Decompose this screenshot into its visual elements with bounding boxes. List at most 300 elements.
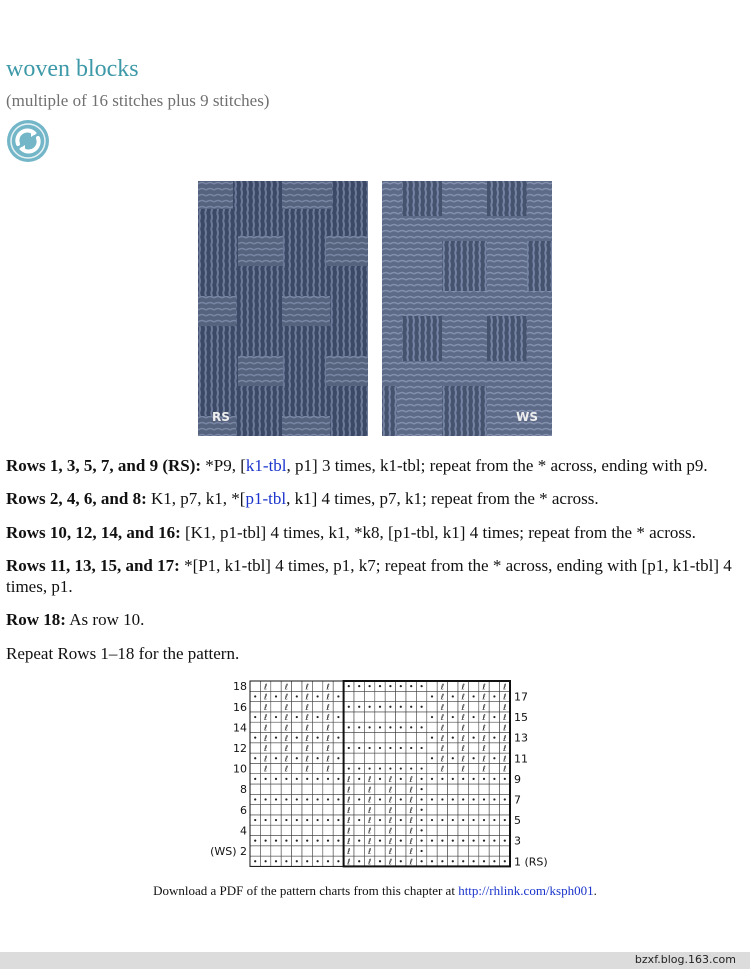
- twist-symbol: ℓ: [503, 682, 507, 692]
- purl-dot: [452, 716, 454, 718]
- twist-symbol: ℓ: [263, 754, 268, 764]
- twist-symbol: ℓ: [461, 692, 465, 702]
- purl-dot: [337, 757, 339, 759]
- twist-symbol: ℓ: [347, 836, 351, 846]
- purl-dot: [452, 737, 454, 739]
- row-label: Row 18:: [6, 610, 66, 629]
- chart-cell: [271, 846, 281, 856]
- row-number-right: 17: [514, 690, 528, 704]
- purl-dot: [473, 716, 475, 718]
- purl-dot: [358, 685, 360, 687]
- instruction-row-3: [6, 522, 746, 543]
- caption-end: .: [593, 883, 597, 898]
- twist-symbol: ℓ: [284, 723, 289, 733]
- chart-cell: [427, 846, 437, 856]
- twist-symbol: ℓ: [440, 754, 445, 764]
- row-text: [K1, p1-tbl] 4 times, k1, *k8, [p1-tbl, k1] 4 times; repeat from the * across.: [180, 523, 696, 542]
- chart-cell: [489, 702, 499, 712]
- twist-symbol: ℓ: [284, 764, 289, 774]
- purl-dot: [296, 860, 298, 862]
- purl-dot: [431, 695, 433, 697]
- chart-cell: [344, 733, 354, 743]
- chart-cell: [468, 763, 478, 773]
- chart-cell: [271, 743, 281, 753]
- twist-symbol: ℓ: [367, 775, 372, 784]
- chart-cell: [489, 743, 499, 753]
- purl-dot: [493, 737, 495, 739]
- chart-cell: [479, 825, 489, 835]
- twist-symbol: ℓ: [409, 816, 413, 826]
- twist-symbol: ℓ: [263, 764, 268, 774]
- chart-cell: [489, 763, 499, 773]
- purl-dot: [421, 850, 423, 852]
- purl-dot: [265, 840, 267, 842]
- chart-cell: [437, 805, 447, 815]
- row-number-right: 7: [514, 793, 521, 807]
- purl-dot: [421, 798, 423, 800]
- purl-dot: [358, 840, 360, 842]
- twist-symbol: ℓ: [284, 713, 289, 723]
- twist-symbol: ℓ: [503, 733, 507, 743]
- twist-symbol: ℓ: [440, 692, 445, 702]
- chart-cell: [250, 825, 260, 835]
- purl-dot: [327, 819, 329, 821]
- purl-dot: [493, 716, 495, 718]
- chart-cell: [323, 846, 333, 856]
- chart-cell: [448, 763, 458, 773]
- purl-dot: [473, 798, 475, 800]
- twist-symbol: ℓ: [440, 764, 445, 774]
- twist-symbol: ℓ: [367, 816, 372, 826]
- purl-dot: [275, 798, 277, 800]
- chart-cell: [292, 722, 302, 732]
- purl-dot: [379, 819, 381, 821]
- row-text: As row 10.: [65, 610, 145, 629]
- twist-symbol: ℓ: [305, 764, 309, 774]
- chart-cell: [271, 763, 281, 773]
- purl-dot: [473, 695, 475, 697]
- twist-symbol: ℓ: [326, 702, 330, 712]
- twist-symbol: ℓ: [305, 723, 309, 733]
- download-caption: [0, 883, 750, 899]
- twist-symbol: ℓ: [305, 692, 309, 702]
- chart-cell: [312, 681, 322, 691]
- row-number-left: 4: [240, 824, 247, 838]
- chart-cell: [333, 722, 343, 732]
- purl-dot: [306, 860, 308, 862]
- purl-dot: [400, 778, 402, 780]
- instruction-row-4: [6, 555, 746, 597]
- chart-cell: [250, 743, 260, 753]
- purl-dot: [431, 860, 433, 862]
- chart-cell: [375, 846, 385, 856]
- swap-arrows-icon[interactable]: [6, 119, 50, 163]
- row-text: , k1] 4 times, p7, k1; repeat from the * across.: [286, 489, 599, 508]
- row-number-left: 12: [233, 741, 247, 755]
- purl-dot: [473, 819, 475, 821]
- twist-symbol: ℓ: [284, 682, 289, 692]
- row-label: Rows 10, 12, 14, and 16:: [6, 523, 181, 542]
- chart-cell: [364, 733, 374, 743]
- purl-dot: [379, 747, 381, 749]
- purl-dot: [431, 737, 433, 739]
- chart-cell: [468, 681, 478, 691]
- purl-dot: [441, 819, 443, 821]
- purl-dot: [348, 706, 350, 708]
- purl-dot: [473, 778, 475, 780]
- chart-cell: [354, 712, 364, 722]
- purl-dot: [400, 840, 402, 842]
- row-text: *[P1, k1-tbl] 4 times, p1, k7; repeat from the * across, ending with [p1, k1-tbl] 4 times, p1.: [6, 556, 732, 596]
- chart-cell: [250, 763, 260, 773]
- row-label: Rows 11, 13, 15, and 17:: [6, 556, 180, 575]
- footer-bar: [0, 952, 750, 969]
- purl-dot: [348, 767, 350, 769]
- purl-dot: [493, 840, 495, 842]
- purl-dot: [327, 798, 329, 800]
- purl-dot: [431, 778, 433, 780]
- chart-cell: [292, 681, 302, 691]
- footer-watermark: bzxf.blog.163.com: [634, 953, 736, 966]
- chart-cell: [250, 805, 260, 815]
- chart-cell: [448, 702, 458, 712]
- twist-symbol: ℓ: [388, 816, 393, 826]
- chart-cell: [427, 743, 437, 753]
- purl-dot: [421, 767, 423, 769]
- instruction-row-1: [6, 455, 746, 476]
- chart-cell: [489, 846, 499, 856]
- row-number-left: (WS) 2: [210, 844, 247, 858]
- row-number-left: 8: [240, 783, 247, 797]
- purl-dot: [358, 778, 360, 780]
- chart-cell: [260, 805, 270, 815]
- chart-cell: [312, 846, 322, 856]
- purl-dot: [317, 860, 319, 862]
- chart-cell: [271, 784, 281, 794]
- twist-symbol: ℓ: [461, 713, 465, 723]
- twist-symbol: ℓ: [440, 723, 445, 733]
- purl-dot: [493, 798, 495, 800]
- row-number-right: 15: [514, 711, 528, 725]
- purl-dot: [441, 798, 443, 800]
- twist-symbol: ℓ: [263, 702, 268, 712]
- twist-symbol: ℓ: [461, 702, 465, 712]
- purl-dot: [441, 860, 443, 862]
- purl-dot: [306, 840, 308, 842]
- twist-symbol: ℓ: [263, 692, 268, 702]
- purl-dot: [379, 726, 381, 728]
- chart-cell: [489, 784, 499, 794]
- chart-cell: [344, 753, 354, 763]
- purl-dot: [317, 840, 319, 842]
- twist-symbol: ℓ: [305, 702, 309, 712]
- purl-dot: [296, 716, 298, 718]
- purl-dot: [493, 778, 495, 780]
- chart-cell: [260, 825, 270, 835]
- chart-cell: [375, 805, 385, 815]
- chart-cell: [479, 846, 489, 856]
- purl-dot: [358, 819, 360, 821]
- chart-cell: [468, 722, 478, 732]
- purl-dot: [400, 767, 402, 769]
- chart-cell: [292, 702, 302, 712]
- purl-dot: [462, 840, 464, 842]
- purl-dot: [348, 685, 350, 687]
- purl-dot: [317, 778, 319, 780]
- purl-dot: [389, 685, 391, 687]
- twist-symbol: ℓ: [409, 775, 413, 784]
- twist-symbol: ℓ: [284, 692, 289, 702]
- purl-dot: [400, 747, 402, 749]
- chart-cell: [375, 784, 385, 794]
- purl-dot: [337, 716, 339, 718]
- purl-dot: [452, 798, 454, 800]
- chart-cell: [333, 846, 343, 856]
- twist-symbol: ℓ: [326, 764, 330, 774]
- chart-cell: [489, 805, 499, 815]
- twist-symbol: ℓ: [305, 682, 309, 692]
- chart-cell: [437, 825, 447, 835]
- instruction-row-5: [6, 609, 746, 630]
- purl-dot: [483, 798, 485, 800]
- chart-cell: [250, 846, 260, 856]
- chart-cell: [396, 805, 406, 815]
- purl-dot: [358, 706, 360, 708]
- chart-cell: [416, 733, 426, 743]
- row-number-right: 11: [514, 752, 528, 766]
- purl-dot: [441, 778, 443, 780]
- purl-dot: [254, 695, 256, 697]
- twist-symbol: ℓ: [461, 723, 465, 733]
- purl-dot: [473, 840, 475, 842]
- chart-cell: [468, 805, 478, 815]
- purl-dot: [421, 819, 423, 821]
- purl-dot: [348, 726, 350, 728]
- chart-cell: [281, 825, 291, 835]
- twist-symbol: ℓ: [461, 764, 465, 774]
- twist-symbol: ℓ: [409, 795, 413, 805]
- chart-cell: [260, 846, 270, 856]
- purl-dot: [483, 860, 485, 862]
- purl-dot: [452, 757, 454, 759]
- twist-symbol: ℓ: [388, 795, 393, 805]
- purl-dot: [410, 706, 412, 708]
- chart-cell: [489, 681, 499, 691]
- chart-cell: [333, 784, 343, 794]
- chart-cell: [292, 743, 302, 753]
- purl-dot: [275, 695, 277, 697]
- purl-dot: [493, 757, 495, 759]
- purl-dot: [254, 737, 256, 739]
- twist-symbol: ℓ: [347, 826, 351, 836]
- chart-cell: [260, 784, 270, 794]
- twist-symbol: ℓ: [347, 857, 351, 867]
- purl-dot: [275, 819, 277, 821]
- chart-cell: [448, 805, 458, 815]
- purl-dot: [400, 798, 402, 800]
- twist-symbol: ℓ: [409, 785, 413, 795]
- purl-dot: [452, 860, 454, 862]
- purl-dot: [452, 819, 454, 821]
- purl-dot: [285, 860, 287, 862]
- purl-dot: [410, 767, 412, 769]
- chart-cell: [416, 691, 426, 701]
- purl-dot: [254, 819, 256, 821]
- twist-symbol: ℓ: [482, 682, 486, 692]
- chart-cell: [250, 784, 260, 794]
- k1-tbl-link[interactable]: k1-tbl: [245, 456, 287, 475]
- purl-dot: [317, 716, 319, 718]
- twist-symbol: ℓ: [482, 733, 486, 743]
- chart-cell: [271, 805, 281, 815]
- chart-cell: [437, 784, 447, 794]
- twist-symbol: ℓ: [388, 775, 393, 784]
- chart-cell: [354, 753, 364, 763]
- twist-symbol: ℓ: [305, 733, 309, 743]
- twist-symbol: ℓ: [305, 713, 309, 723]
- purl-dot: [379, 860, 381, 862]
- rs-knit-swatch: [198, 181, 368, 436]
- twist-symbol: ℓ: [440, 733, 445, 743]
- purl-dot: [296, 757, 298, 759]
- purl-dot: [379, 798, 381, 800]
- purl-dot: [285, 819, 287, 821]
- twist-symbol: ℓ: [367, 857, 372, 867]
- chart-cell: [458, 846, 468, 856]
- chart-cell: [396, 753, 406, 763]
- chart-cell: [354, 784, 364, 794]
- purl-dot: [421, 747, 423, 749]
- chart-cell: [292, 763, 302, 773]
- purl-dot: [285, 840, 287, 842]
- twist-symbol: ℓ: [326, 682, 330, 692]
- purl-dot: [400, 819, 402, 821]
- chart-cell: [333, 805, 343, 815]
- twist-symbol: ℓ: [388, 847, 393, 857]
- row-text: K1, p7, k1, *[: [146, 489, 246, 508]
- purl-dot: [348, 747, 350, 749]
- purl-dot: [369, 706, 371, 708]
- twist-symbol: ℓ: [388, 805, 393, 815]
- chart-cell: [396, 712, 406, 722]
- row-number-right: 5: [514, 814, 521, 828]
- twist-symbol: ℓ: [461, 754, 465, 764]
- stitch-chart: [205, 677, 550, 872]
- purl-dot: [389, 706, 391, 708]
- chart-cell: [406, 753, 416, 763]
- instruction-row-2: [6, 488, 746, 509]
- chart-cell: [302, 784, 312, 794]
- purl-dot: [296, 798, 298, 800]
- chart-cell: [271, 722, 281, 732]
- chart-cell: [406, 712, 416, 722]
- chart-cell: [250, 681, 260, 691]
- chart-cell: [468, 743, 478, 753]
- purl-dot: [275, 778, 277, 780]
- twist-symbol: ℓ: [263, 733, 268, 743]
- twist-symbol: ℓ: [409, 826, 413, 836]
- chart-cell: [312, 805, 322, 815]
- purl-dot: [265, 778, 267, 780]
- chart-cell: [333, 743, 343, 753]
- twist-symbol: ℓ: [482, 723, 486, 733]
- purl-dot: [431, 819, 433, 821]
- purl-dot: [254, 860, 256, 862]
- chart-cell: [354, 805, 364, 815]
- twist-symbol: ℓ: [326, 713, 330, 723]
- chart-cell: [281, 846, 291, 856]
- twist-symbol: ℓ: [388, 826, 393, 836]
- purl-dot: [337, 778, 339, 780]
- purl-dot: [389, 726, 391, 728]
- chart-cell: [292, 825, 302, 835]
- chart-cell: [448, 743, 458, 753]
- purl-dot: [306, 819, 308, 821]
- chart-cell: [364, 712, 374, 722]
- purl-dot: [462, 798, 464, 800]
- chart-cell: [344, 691, 354, 701]
- purl-dot: [473, 860, 475, 862]
- twist-symbol: ℓ: [326, 723, 330, 733]
- twist-symbol: ℓ: [326, 744, 330, 754]
- chart-cell: [375, 712, 385, 722]
- chart-cell: [281, 784, 291, 794]
- purl-dot: [410, 685, 412, 687]
- purl-dot: [421, 685, 423, 687]
- twist-symbol: ℓ: [326, 692, 330, 702]
- chart-cell: [281, 805, 291, 815]
- purl-dot: [389, 767, 391, 769]
- purl-dot: [317, 737, 319, 739]
- row-number-right: 1 (RS): [514, 855, 548, 869]
- row-number-left: 14: [233, 721, 247, 735]
- purl-dot: [337, 695, 339, 697]
- purl-dot: [462, 819, 464, 821]
- purl-dot: [421, 778, 423, 780]
- purl-dot: [504, 819, 506, 821]
- chart-cell: [427, 681, 437, 691]
- purl-dot: [441, 840, 443, 842]
- chart-cell: [292, 805, 302, 815]
- chart-cell: [354, 825, 364, 835]
- twist-symbol: ℓ: [284, 702, 289, 712]
- chart-cell: [354, 691, 364, 701]
- twist-symbol: ℓ: [263, 744, 268, 754]
- purl-dot: [337, 819, 339, 821]
- twist-symbol: ℓ: [503, 744, 507, 754]
- purl-dot: [254, 798, 256, 800]
- p1-tbl-link[interactable]: p1-tbl: [245, 489, 287, 508]
- twist-symbol: ℓ: [461, 744, 465, 754]
- twist-symbol: ℓ: [461, 733, 465, 743]
- caption-text: Download a PDF of the pattern charts from this chapter at: [153, 883, 459, 898]
- twist-symbol: ℓ: [440, 744, 445, 754]
- purl-dot: [275, 840, 277, 842]
- chart-cell: [312, 702, 322, 712]
- purl-dot: [400, 706, 402, 708]
- chart-cell: [312, 784, 322, 794]
- twist-symbol: ℓ: [409, 847, 413, 857]
- purl-dot: [265, 860, 267, 862]
- row-text: , p1] 3 times, k1-tbl; repeat from the * across, ending with p9.: [286, 456, 708, 475]
- chart-cell: [312, 743, 322, 753]
- chart-cell: [250, 722, 260, 732]
- twist-symbol: ℓ: [388, 857, 393, 867]
- twist-symbol: ℓ: [482, 702, 486, 712]
- purl-dot: [462, 778, 464, 780]
- download-link[interactable]: http://rhlink.com/ksph001: [458, 883, 594, 898]
- chart-cell: [448, 846, 458, 856]
